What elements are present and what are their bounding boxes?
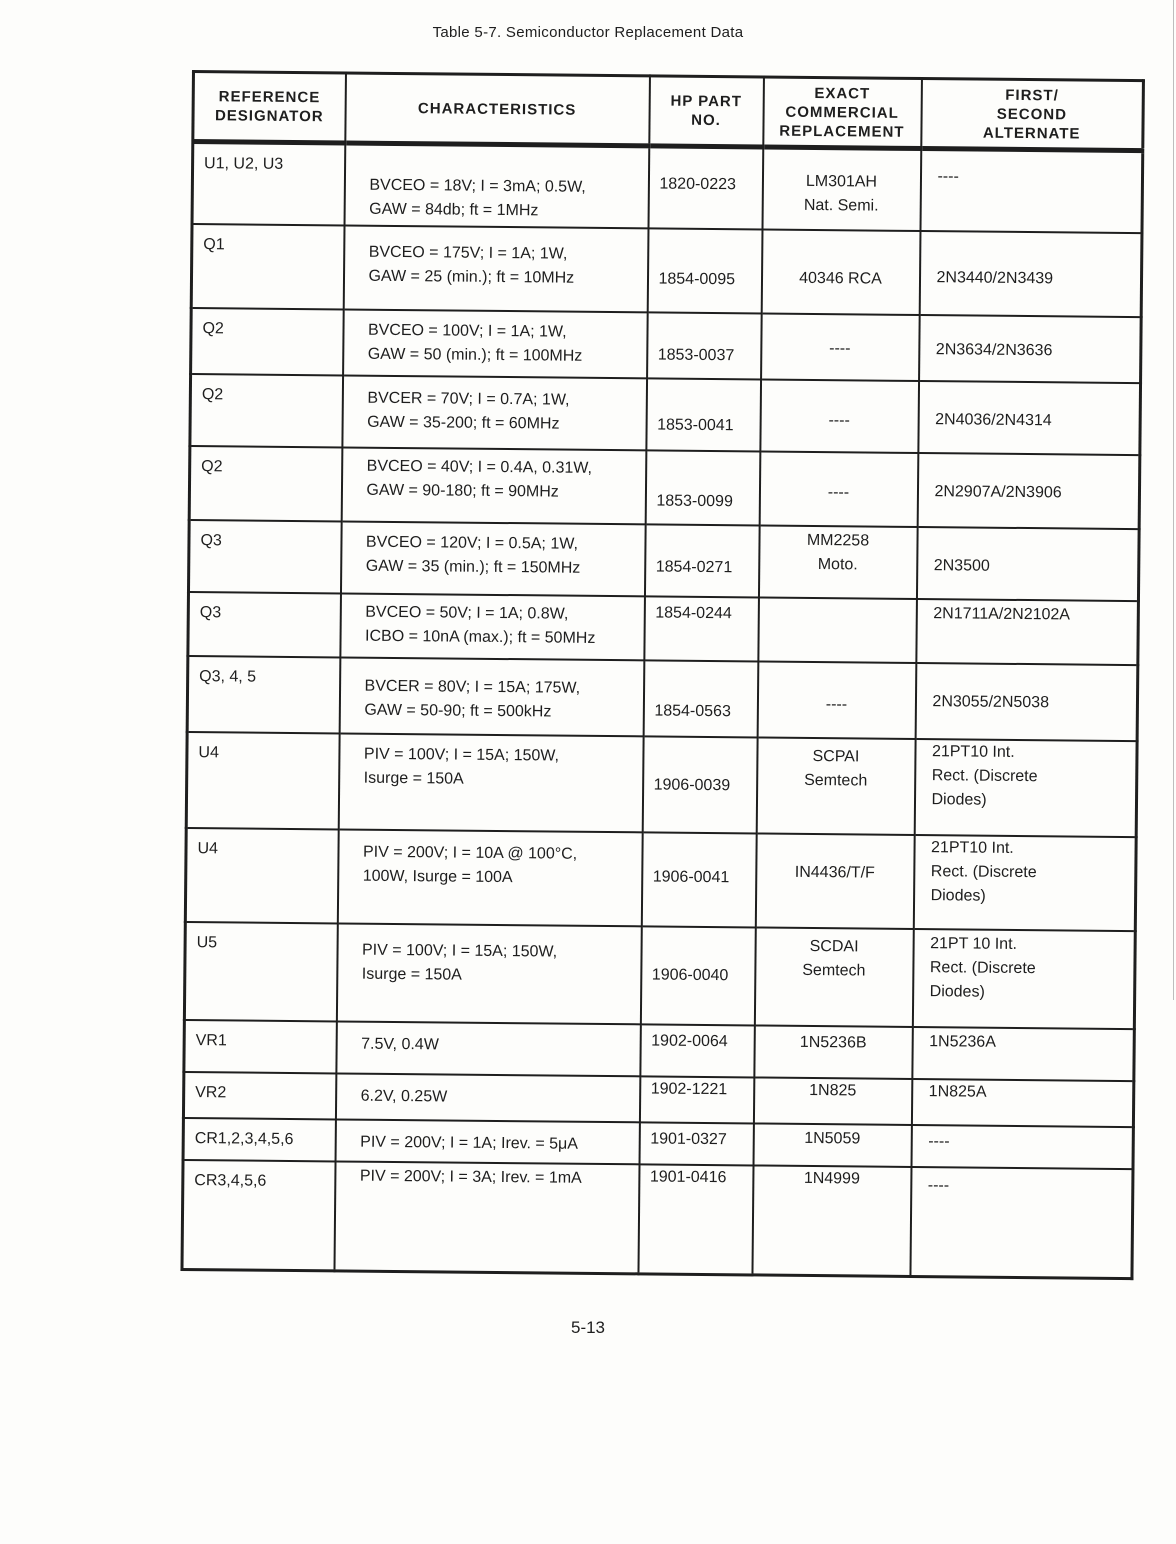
cell-hp-part-no [645, 450, 760, 525]
cell-hp-part-no [644, 596, 759, 661]
table-row [182, 1159, 1133, 1278]
cell-characteristics-line: PIV = 100V; I = 15A; 150W, [363, 745, 560, 765]
cell-exact-replacement [758, 525, 917, 599]
cell-reference-designator-line: Q3 [199, 603, 222, 621]
cell-exact-replacement [758, 597, 917, 663]
cell-alternate [917, 452, 1140, 528]
cell-alternate [912, 928, 1135, 1028]
cell-exact-replacement-line: Semtech [802, 961, 866, 980]
cell-hp-part-no [642, 736, 757, 833]
header-line: SECOND [996, 105, 1068, 123]
cell-characteristics [342, 375, 647, 450]
cell-hp-part-no [639, 1076, 753, 1123]
cell-exact-replacement-line: 1N5236B [799, 1033, 867, 1052]
cell-alternate [913, 834, 1136, 930]
cell-hp-part-no-line: 1854-0563 [654, 701, 731, 720]
cell-alternate [911, 1124, 1133, 1168]
cell-alternate-line: Diodes) [929, 982, 985, 1001]
cell-hp-part-no-line: 1906-0041 [652, 867, 730, 886]
cell-alternate [916, 598, 1139, 664]
table-row [186, 731, 1137, 836]
cell-reference-designator-line: U5 [196, 933, 218, 951]
cell-exact-replacement [762, 147, 921, 231]
cell-characteristics [339, 657, 644, 736]
cell-exact-replacement-line: Moto. [817, 555, 858, 573]
cell-hp-part-no-line: 1902-0064 [651, 1031, 728, 1050]
cell-reference-designator [189, 445, 342, 520]
cell-hp-part-no-line: 1901-0327 [650, 1129, 727, 1148]
table-row [187, 655, 1138, 740]
cell-alternate [920, 148, 1143, 232]
cell-hp-part-no [644, 524, 759, 597]
cell-hp-part-no [648, 146, 763, 229]
cell-characteristics [344, 143, 649, 228]
cell-characteristics-line: GAW = 90-180; ft = 90MHz [366, 481, 559, 501]
cell-reference-designator-line: CR3,4,5,6 [194, 1171, 267, 1190]
cell-reference-designator-line: CR1,2,3,4,5,6 [194, 1129, 294, 1148]
header-line: EXACT [814, 84, 871, 103]
table-row [190, 374, 1141, 455]
cell-characteristics-line: GAW = 25 (min.); ft = 10MHz [368, 267, 575, 287]
cell-alternate-line: 1N5236A [929, 1032, 997, 1051]
table-row [185, 827, 1136, 930]
cell-characteristics [336, 923, 641, 1024]
cell-alternate [919, 314, 1142, 382]
cell-exact-replacement [761, 313, 920, 381]
cell-alternate-line: 1N825A [928, 1082, 987, 1101]
semiconductor-replacement-table [180, 70, 1144, 1280]
cell-alternate-line: 2N3500 [933, 556, 990, 575]
cell-hp-part-no [640, 1024, 754, 1077]
cell-alternate-line: 2N4036/2N4314 [935, 410, 1052, 429]
header-line: COMMERCIAL [785, 103, 899, 122]
cell-characteristics [343, 309, 648, 378]
cell-characteristics [336, 1021, 640, 1076]
cell-alternate-line: Diodes) [930, 886, 986, 905]
cell-alternate-line: 2N1711A/2N2102A [933, 604, 1071, 623]
cell-reference-designator [191, 224, 344, 309]
cell-exact-replacement-line: SCDAI [809, 937, 859, 955]
cell-reference-designator [184, 921, 337, 1020]
cell-hp-part-no-line: 1902-1221 [650, 1079, 728, 1098]
cell-characteristics-line: BVCEO = 175V; I = 1A; 1W, [368, 243, 568, 263]
cell-characteristics [341, 447, 646, 524]
cell-characteristics [343, 225, 648, 312]
cell-characteristics-line: 100W, Isurge = 100A [362, 867, 513, 886]
cell-hp-part-no-line: 1853-0099 [656, 491, 733, 510]
cell-alternate-line: Rect. (Discrete [930, 862, 1037, 881]
cell-alternate-line: ---- [928, 1132, 950, 1150]
cell-characteristics-line: BVCER = 80V; I = 15A; 175W, [364, 677, 581, 697]
cell-characteristics [337, 829, 642, 926]
cell-characteristics [335, 1073, 639, 1122]
header-line: DESIGNATOR [214, 107, 324, 126]
header-first-second-alternate [921, 79, 1144, 151]
cell-exact-replacement-line: Nat. Semi. [803, 196, 879, 215]
cell-characteristics [334, 1161, 639, 1274]
cell-hp-part-no-line: 1853-0037 [657, 345, 735, 364]
cell-exact-replacement [753, 1123, 911, 1167]
cell-exact-replacement-line: Semtech [804, 771, 868, 790]
cell-reference-designator [182, 1159, 335, 1270]
cell-exact-replacement-line: 1N5059 [804, 1129, 861, 1147]
header-line: HP PART [670, 92, 743, 111]
cell-characteristics [340, 593, 645, 660]
cell-hp-part-no-line: 1854-0271 [655, 557, 733, 576]
cell-hp-part-no-line: 1906-0039 [653, 775, 731, 794]
table-body [182, 142, 1143, 1279]
cell-exact-replacement-line: ---- [828, 411, 850, 429]
cell-alternate-line: Diodes) [931, 790, 987, 809]
cell-reference-designator [187, 655, 340, 732]
table-title: Table 5-7. Semiconductor Replacement Data [432, 24, 744, 41]
cell-exact-replacement [760, 379, 919, 453]
cell-reference-designator [191, 308, 344, 375]
table-row [191, 308, 1142, 383]
cell-hp-part-no [646, 378, 761, 451]
cell-exact-replacement [757, 661, 916, 739]
cell-alternate [915, 662, 1138, 740]
cell-hp-part-no-line: 1854-0095 [658, 269, 736, 288]
cell-exact-replacement-line: IN4436/T/F [794, 863, 875, 882]
cell-reference-designator-line: U4 [198, 743, 219, 761]
header-line: REPLACEMENT [779, 122, 905, 141]
cell-alternate-line: 21PT10 Int. [931, 742, 1015, 761]
cell-exact-replacement [754, 927, 913, 1027]
cell-alternate-line: 21PT 10 Int. [930, 934, 1018, 953]
cell-exact-replacement [752, 1165, 911, 1277]
cell-hp-part-no [638, 1164, 753, 1275]
cell-alternate [911, 1078, 1133, 1126]
cell-reference-designator-line: Q3 [200, 531, 222, 549]
table-row [188, 519, 1139, 600]
cell-exact-replacement-line: MM2258 [806, 531, 870, 550]
cell-alternate-line: 2N3440/2N3439 [936, 268, 1054, 287]
cell-characteristics-line: BVCER = 70V; I = 0.7A; 1W, [367, 389, 570, 409]
cell-reference-designator-line: Q2 [202, 319, 224, 337]
cell-characteristics-line: 7.5V, 0.4W [361, 1035, 439, 1053]
cell-characteristics-line: BVCEO = 18V; I = 3mA; 0.5W, [369, 176, 586, 196]
cell-reference-designator-line: U1, U2, U3 [204, 155, 284, 173]
cell-alternate-line: 2N3634/2N3636 [935, 340, 1053, 359]
cell-characteristics-line: Isurge = 150A [363, 769, 464, 788]
cell-characteristics-line: GAW = 35-200; ft = 60MHz [367, 413, 560, 433]
cell-reference-designator [183, 1071, 335, 1118]
cell-reference-designator [192, 142, 345, 225]
cell-reference-designator-line: U4 [197, 839, 219, 857]
cell-hp-part-no-line: 1854-0244 [655, 603, 732, 622]
cell-exact-replacement [755, 833, 914, 929]
header-exact-commercial-replacement [763, 77, 922, 149]
cell-exact-replacement [753, 1077, 911, 1125]
cell-reference-designator-line: VR2 [195, 1083, 227, 1101]
cell-alternate [916, 526, 1139, 600]
cell-exact-replacement-line: ---- [829, 339, 851, 357]
cell-reference-designator-line: Q2 [201, 385, 224, 403]
cell-alternate [914, 738, 1137, 836]
cell-exact-replacement-line: 1N825 [809, 1081, 857, 1099]
cell-hp-part-no [647, 312, 762, 379]
header-line: ALTERNATE [982, 124, 1081, 143]
cell-reference-designator-line: Q3, 4, 5 [199, 667, 257, 686]
cell-alternate-line: ---- [937, 168, 959, 186]
cell-alternate [912, 1026, 1134, 1080]
cell-reference-designator [183, 1117, 335, 1160]
cell-exact-replacement [761, 229, 920, 315]
cell-characteristics [335, 1119, 639, 1164]
cell-characteristics [338, 733, 643, 832]
cell-reference-designator [185, 827, 338, 922]
cell-alternate-line: ---- [927, 1176, 950, 1194]
cell-characteristics-line: Isurge = 150A [361, 965, 462, 984]
cell-characteristics-line: BVCEO = 40V; I = 0.4A, 0.31W, [366, 457, 593, 477]
cell-characteristics-line: PIV = 200V; I = 3A; Irev. = 1mA [359, 1167, 582, 1187]
cell-characteristics [340, 521, 645, 596]
cell-exact-replacement-line: ---- [827, 483, 850, 501]
cell-alternate-line: 2N2907A/2N3906 [934, 482, 1062, 501]
cell-exact-replacement-line: 40346 RCA [799, 269, 882, 288]
cell-reference-designator [188, 519, 341, 592]
header-line: FIRST/ [1005, 86, 1059, 104]
cell-characteristics-line: PIV = 100V; I = 15A; 150W, [361, 941, 558, 961]
cell-hp-part-no-line: 1906-0040 [651, 965, 729, 984]
page-number: 5-13 [570, 1318, 606, 1337]
table-row [184, 1019, 1134, 1080]
cell-hp-part-no [640, 926, 755, 1025]
cell-alternate-line: 2N3055/2N5038 [932, 692, 1050, 711]
cell-exact-replacement-line: SCPAI [812, 747, 860, 765]
cell-exact-replacement [759, 451, 918, 527]
cell-characteristics-line: GAW = 50 (min.); ft = 100MHz [367, 345, 583, 365]
cell-exact-replacement-line: LM301AH [805, 172, 878, 191]
cell-hp-part-no [639, 1122, 753, 1165]
table-header-row [193, 72, 1144, 151]
cell-alternate-line: 21PT10 Int. [930, 838, 1014, 857]
cell-reference-designator [186, 731, 339, 828]
cell-characteristics-line: GAW = 50-90; ft = 500kHz [364, 701, 552, 720]
cell-reference-designator-line: Q1 [203, 235, 225, 253]
scan-edge-line [1173, 0, 1174, 1000]
header-characteristics [345, 73, 650, 146]
cell-hp-part-no-line: 1853-0041 [657, 415, 734, 434]
cell-exact-replacement-line: ---- [825, 695, 848, 713]
header-line: CHARACTERISTICS [417, 99, 577, 119]
header-line: NO. [691, 111, 721, 130]
cell-characteristics-line: GAW = 35 (min.); ft = 150MHz [365, 557, 581, 577]
cell-hp-part-no [643, 660, 758, 737]
cell-reference-designator-line: Q2 [201, 457, 223, 475]
replacement-table-wrapper [180, 70, 1141, 1280]
table-row [188, 591, 1139, 664]
table-row [191, 224, 1142, 317]
cell-exact-replacement [756, 737, 915, 835]
cell-exact-replacement [754, 1025, 912, 1079]
cell-characteristics-line: GAW = 84db; ft = 1MHz [369, 200, 539, 220]
cell-alternate-line: Rect. (Discrete [929, 958, 1036, 977]
cell-reference-designator [188, 591, 341, 656]
cell-exact-replacement-line: 1N4999 [803, 1169, 860, 1187]
cell-alternate-line: Rect. (Discrete [931, 766, 1038, 785]
cell-alternate [910, 1166, 1133, 1278]
cell-characteristics-line: BVCEO = 50V; I = 1A; 0.8W, [365, 603, 569, 623]
header-hp-part-no [649, 76, 764, 147]
table-row [184, 921, 1135, 1028]
cell-reference-designator [190, 374, 343, 447]
cell-hp-part-no [647, 228, 762, 313]
cell-characteristics-line: ICBO = 10nA (max.); ft = 50MHz [364, 627, 596, 647]
cell-alternate [919, 230, 1142, 316]
cell-characteristics-line: BVCEO = 100V; I = 1A; 1W, [367, 321, 567, 341]
header-line: REFERENCE [218, 88, 321, 107]
table-row [192, 142, 1143, 233]
cell-characteristics-line: PIV = 200V; I = 10A @ 100°C, [362, 843, 578, 863]
cell-hp-part-no-line: 1820-0223 [659, 175, 737, 194]
cell-characteristics-line: 6.2V, 0.25W [360, 1087, 448, 1105]
cell-hp-part-no-line: 1901-0416 [649, 1167, 727, 1186]
cell-reference-designator [184, 1019, 336, 1072]
header-reference-designator [193, 72, 346, 143]
cell-alternate [918, 380, 1141, 454]
cell-characteristics-line: BVCEO = 120V; I = 0.5A; 1W, [365, 533, 579, 553]
cell-characteristics-line: PIV = 200V; I = 1A; Irev. = 5μA [360, 1133, 579, 1153]
cell-reference-designator-line: VR1 [195, 1031, 227, 1049]
cell-hp-part-no [641, 832, 756, 927]
table-row [189, 445, 1140, 528]
